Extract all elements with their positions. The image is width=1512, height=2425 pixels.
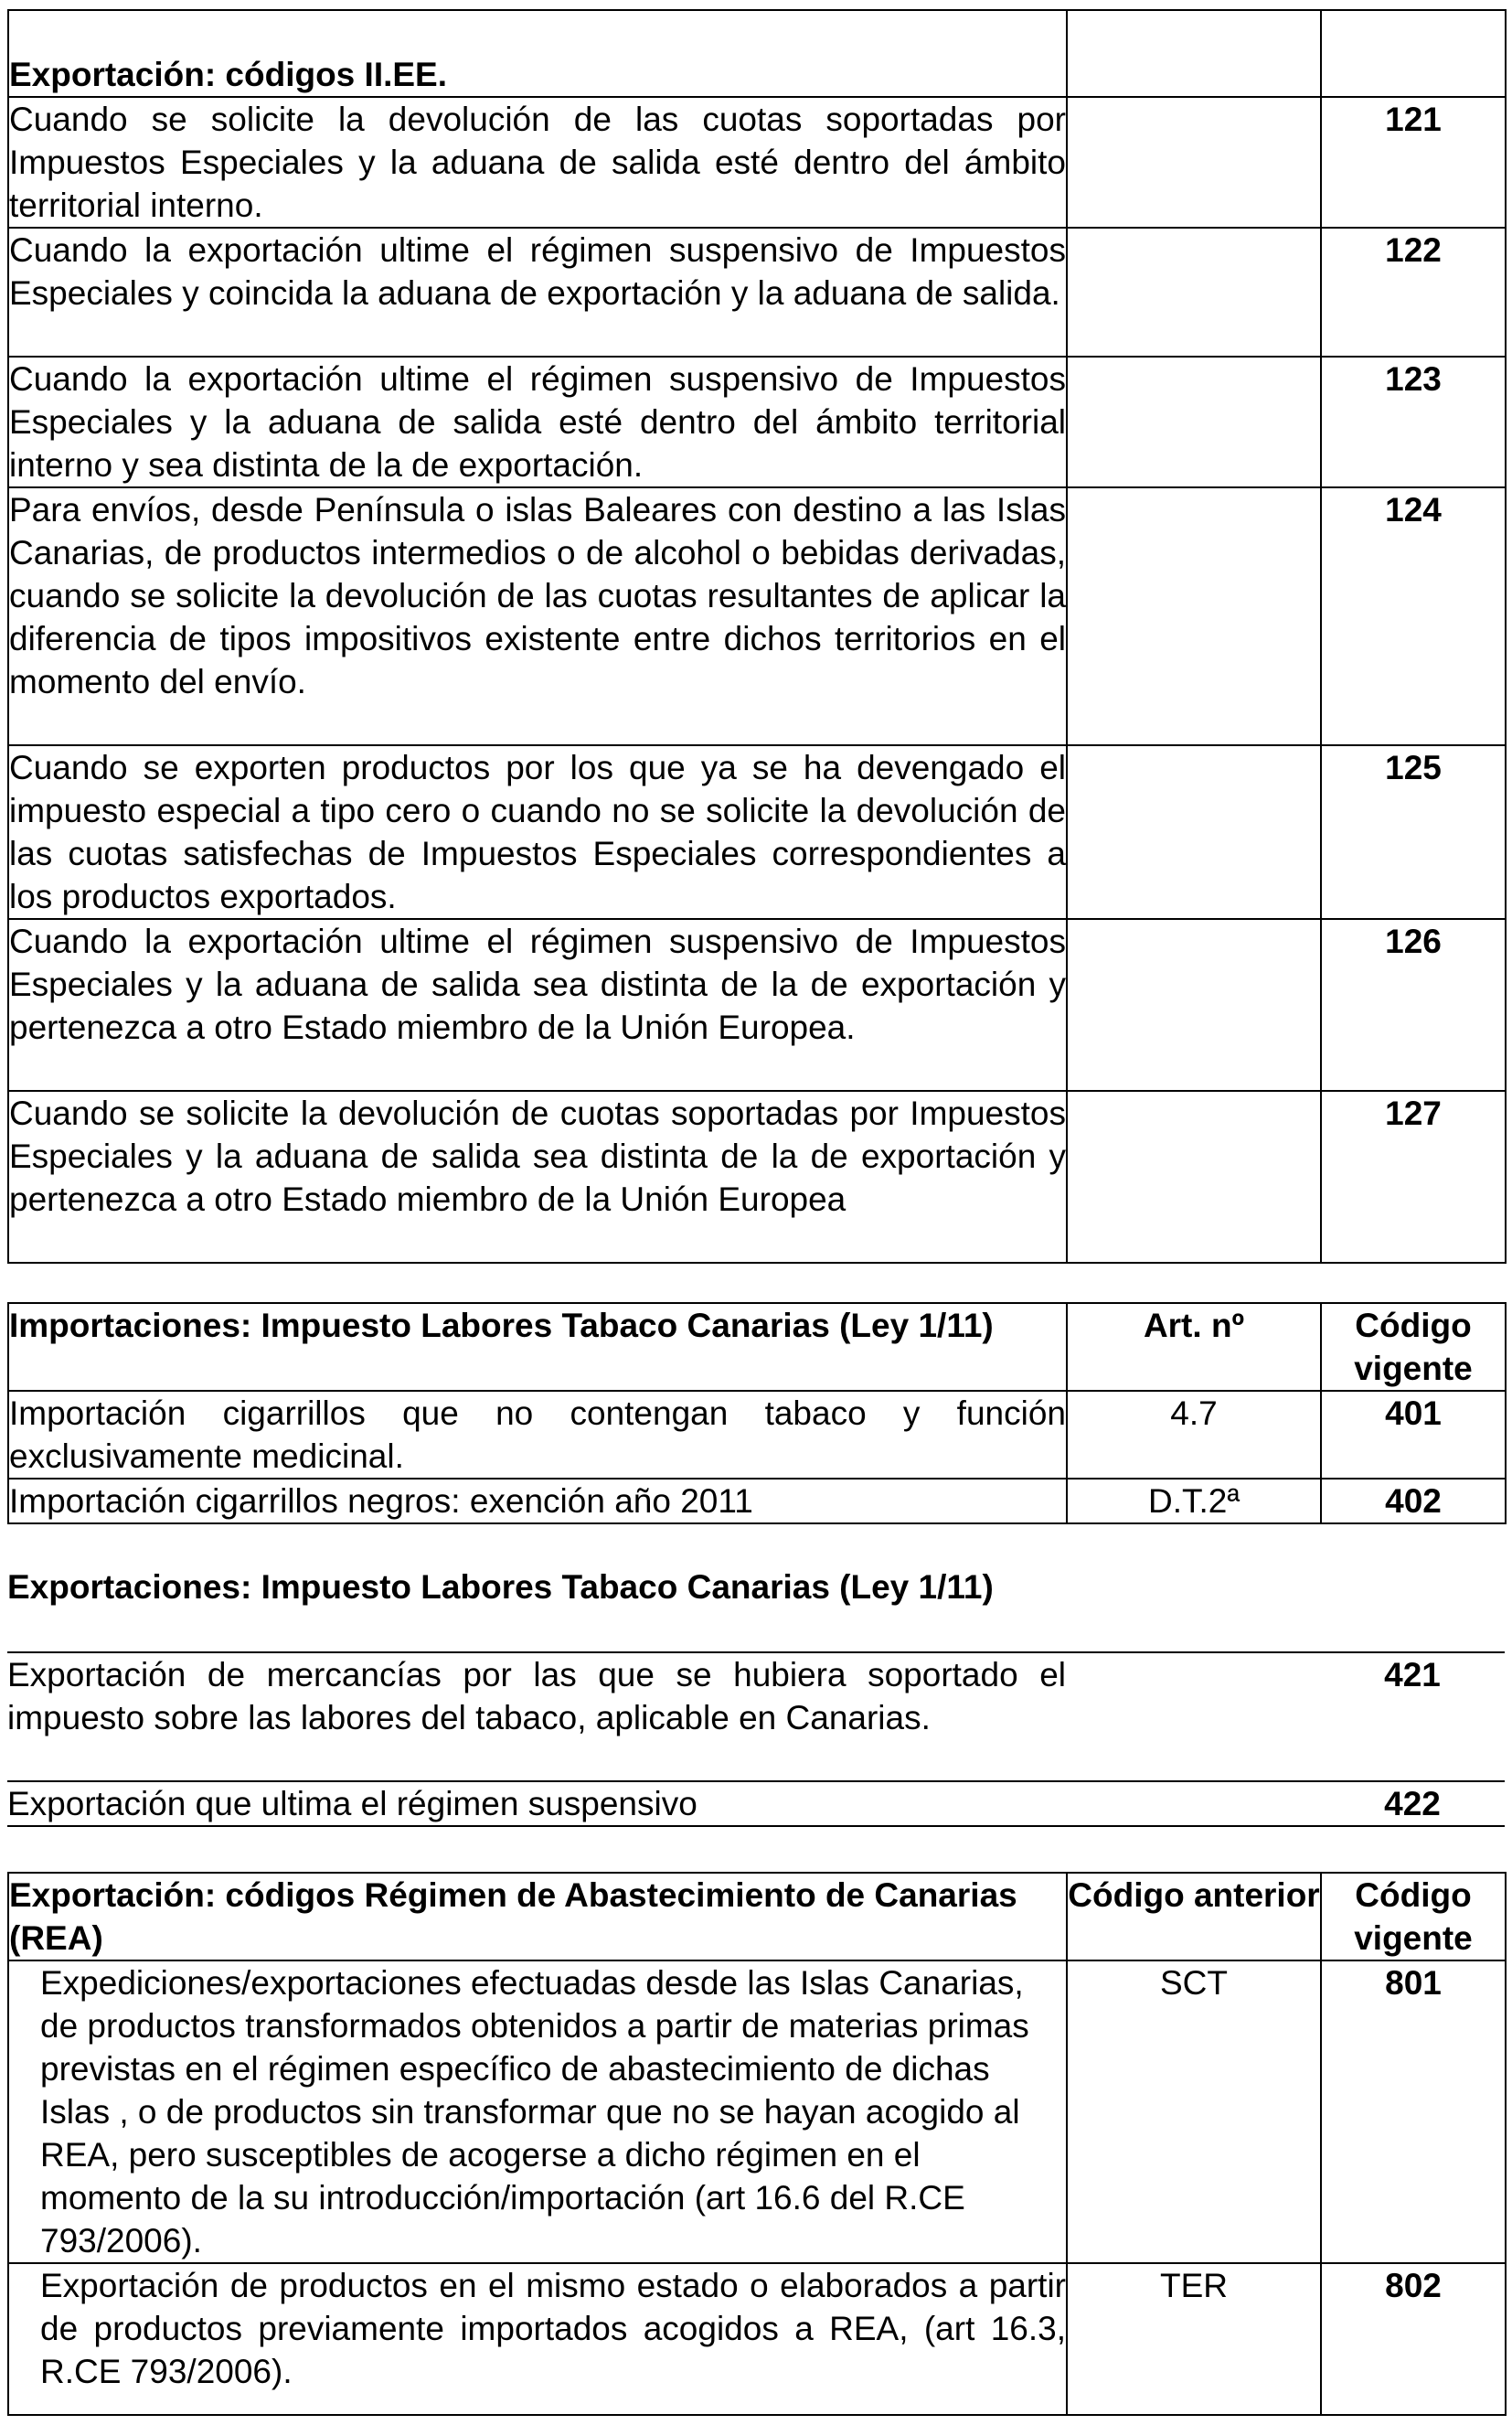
column-header-code	[1321, 10, 1506, 97]
row-description: Cuando se exporten productos por los que ya se ha devengado el impuesto especial a tipo cero o cuando no se solicite la devolución de las cuotas satisfechas de Impuestos Especiales correspondientes a los productos exportados.	[8, 745, 1067, 919]
row-code: 422	[1320, 1781, 1505, 1826]
table-row	[8, 357, 1506, 487]
table-row	[8, 97, 1506, 228]
table-row	[8, 1960, 1506, 2263]
row-code: 125	[1321, 745, 1506, 919]
row-description: Exportación de mercancías por las que se hubiera soportado el impuesto sobre las labores del tabaco, aplicable en Canarias.	[7, 1652, 1066, 1781]
table-row	[8, 1091, 1506, 1263]
table-export-tabaco	[7, 1565, 1505, 1827]
row-description: Expediciones/exportaciones efectuadas desde las Islas Canarias, de productos transformados obtenidos a partir de materias primas previstas en el régimen específico de abastecimiento de dichas Islas , o de productos sin transformar que no se hayan acogido al REA, pero susceptibles de acogerse a dicho régimen en el momento de la su introducción/importación (art 16.6 del R.CE 793/2006).	[8, 1960, 1067, 2263]
table-row	[8, 2263, 1506, 2415]
row-code: 123	[1321, 357, 1506, 487]
row-art	[1066, 1652, 1320, 1781]
row-previous-code: SCT	[1067, 1960, 1321, 2263]
table-header-row	[7, 1565, 1505, 1652]
table-row	[7, 1781, 1505, 1826]
row-code: 126	[1321, 919, 1506, 1091]
column-header-previous-code: Código anterior	[1067, 1873, 1321, 1960]
row-description: Exportación que ultima el régimen suspensivo	[7, 1781, 1066, 1826]
row-art	[1067, 745, 1321, 919]
row-description: Para envíos, desde Península o islas Baleares con destino a las Islas Canarias, de productos intermedios o de alcohol o bebidas derivadas, cuando se solicite la devolución de las cuotas resultantes de aplicar la diferencia de tipos impositivos existente entre dichos territorios en el momento del envío.	[8, 487, 1067, 745]
row-art: D.T.2ª	[1067, 1479, 1321, 1523]
table-row	[8, 228, 1506, 357]
table-import-tabaco	[7, 1302, 1507, 1524]
column-header-code: Código vigente	[1321, 1303, 1506, 1391]
table-row	[8, 745, 1506, 919]
table-row	[8, 1479, 1506, 1523]
table-title: Exportación: códigos Régimen de Abastecimiento de Canarias (REA)	[8, 1873, 1067, 1960]
table-header-row	[8, 1303, 1506, 1391]
row-art	[1067, 357, 1321, 487]
table-title: Exportación: códigos II.EE.	[8, 10, 1067, 97]
row-art	[1067, 487, 1321, 745]
column-header-art: Art. nº	[1067, 1303, 1321, 1391]
row-code: 421	[1320, 1652, 1505, 1781]
table-row	[8, 487, 1506, 745]
row-code: 801	[1321, 1960, 1506, 2263]
row-code: 122	[1321, 228, 1506, 357]
row-description: Importación cigarrillos negros: exención año 2011	[8, 1479, 1067, 1523]
row-description: Cuando se solicite la devolución de cuotas soportadas por Impuestos Especiales y la aduana de salida sea distinta de la de exportación y pertenezca a otro Estado miembro de la Unión Europea	[8, 1091, 1067, 1263]
table-header-row	[8, 10, 1506, 97]
table-header-row	[8, 1873, 1506, 1960]
row-art	[1067, 228, 1321, 357]
row-art	[1067, 97, 1321, 228]
row-code: 802	[1321, 2263, 1506, 2415]
row-previous-code: TER	[1067, 2263, 1321, 2415]
row-description: Exportación de productos en el mismo estado o elaborados a partir de productos previamente importados acogidos a REA, (art 16.3, R.CE 793/2006).	[8, 2263, 1067, 2415]
row-code: 124	[1321, 487, 1506, 745]
row-description: Cuando la exportación ultime el régimen suspensivo de Impuestos Especiales y coincida la aduana de exportación y la aduana de salida.	[8, 228, 1067, 357]
row-description: Cuando la exportación ultime el régimen suspensivo de Impuestos Especiales y la aduana de salida esté dentro del ámbito territorial interno y sea distinta de la de exportación.	[8, 357, 1067, 487]
column-header-art	[1067, 10, 1321, 97]
table-row	[7, 1652, 1505, 1781]
table-title: Importaciones: Impuesto Labores Tabaco Canarias (Ley 1/11)	[8, 1303, 1067, 1391]
row-art	[1067, 1091, 1321, 1263]
row-code: 402	[1321, 1479, 1506, 1523]
row-art: 4.7	[1067, 1391, 1321, 1479]
row-art	[1067, 919, 1321, 1091]
table-title: Exportaciones: Impuesto Labores Tabaco Canarias (Ley 1/11)	[7, 1565, 1505, 1652]
table-export-rea	[7, 1872, 1507, 2416]
row-description: Cuando la exportación ultime el régimen suspensivo de Impuestos Especiales y la aduana de salida sea distinta de la de exportación y pertenezca a otro Estado miembro de la Unión Europea.	[8, 919, 1067, 1091]
row-art	[1066, 1781, 1320, 1826]
row-description: Importación cigarrillos que no contengan tabaco y función exclusivamente medicinal.	[8, 1391, 1067, 1479]
row-code: 401	[1321, 1391, 1506, 1479]
column-header-code: Código vigente	[1321, 1873, 1506, 1960]
table-row	[8, 1391, 1506, 1479]
row-description: Cuando se solicite la devolución de las cuotas soportadas por Impuestos Especiales y la aduana de salida esté dentro del ámbito territorial interno.	[8, 97, 1067, 228]
row-code: 121	[1321, 97, 1506, 228]
row-code: 127	[1321, 1091, 1506, 1263]
table-row	[8, 919, 1506, 1091]
table-export-iiee	[7, 9, 1507, 1264]
